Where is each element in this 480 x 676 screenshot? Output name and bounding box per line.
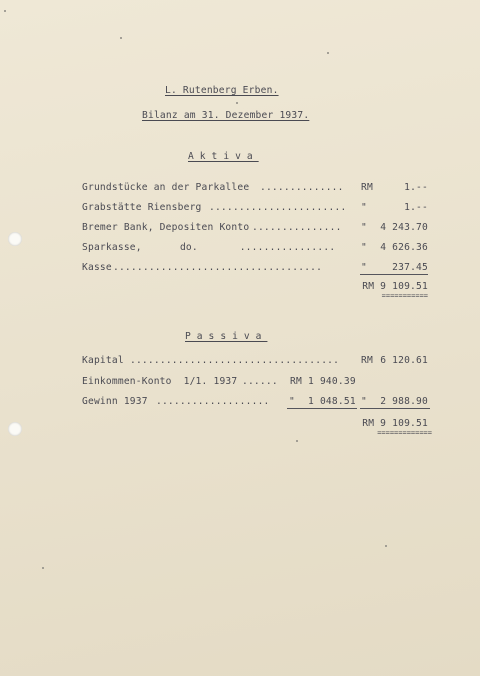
aktiva-row-prefix: " [361,202,367,213]
aktiva-row-amount: 1.-- [404,182,428,193]
paper-speck [236,102,238,104]
aktiva-heading: Aktiva [188,151,259,162]
einkommen-label: Einkommen-Konto 1/1. 1937 [82,376,238,387]
paper-speck [385,545,387,547]
aktiva-row-dots: ....................... [203,202,347,213]
einkommen-dots: ...... [236,376,278,387]
kapital-dots: ................................... [124,355,340,366]
aktiva-row-label: Sparkasse, [82,242,142,253]
kapital-label: Kapital [82,355,124,366]
aktiva-row-dots: .............. [254,182,344,193]
einkommen-amount: 1 940.39 [308,376,356,387]
aktiva-row-amount: 4 243.70 [380,222,428,233]
gewinn-label: Gewinn 1937 [82,396,148,407]
passiva-total-rule: ============= [377,429,432,437]
paper-speck [4,10,6,12]
paper-speck [296,440,298,442]
punch-hole-top [8,232,22,246]
gewinn-sub-amount: 1 048.51 [308,396,356,407]
paper-speck [327,52,329,54]
passiva-total: RM 9 109.51 [362,418,428,429]
aktiva-row-label: Kasse [82,262,112,273]
gewinn-prefix: " [361,396,367,407]
paper-speck [42,567,44,569]
kapital-amount: 6 120.61 [380,355,428,366]
paper-speck [120,37,122,39]
aktiva-row-amount: 4 626.36 [380,242,428,253]
gewinn-dots: ................... [150,396,270,407]
aktiva-row-prefix: " [361,242,367,253]
aktiva-total: RM 9 109.51 [362,281,428,292]
einkommen-sum-line [287,408,357,409]
balance-title: Bilanz am 31. Dezember 1937. [142,110,310,121]
aktiva-row-prefix: " [361,222,367,233]
aktiva-row-amount: 1.-- [404,202,428,213]
aktiva-row-label: Grundstücke an der Parkallee [82,182,250,193]
einkommen-prefix: RM [290,376,302,387]
passiva-sum-line [360,408,430,409]
aktiva-sum-line [360,274,428,275]
aktiva-total-rule: =========== [381,292,428,300]
aktiva-row-label: Bremer Bank, Depositen Konto [82,222,250,233]
kapital-prefix: RM [361,355,373,366]
aktiva-row-label: Grabstätte Riensberg [82,202,202,213]
aktiva-row-prefix: RM [361,182,373,193]
passiva-heading: Passiva [185,331,268,342]
gewinn-amount: 2 988.90 [380,396,428,407]
aktiva-row-prefix: " [361,262,367,273]
aktiva-row-amount: 237.45 [392,262,428,273]
gewinn-sub-prefix: " [289,396,295,407]
punch-hole-bottom [8,422,22,436]
aktiva-row-dots: ................................... [107,262,323,273]
aktiva-row-dots: do. ................ [168,242,336,253]
aktiva-row-dots: ............... [246,222,342,233]
company-name: L. Rutenberg Erben. [165,85,279,96]
